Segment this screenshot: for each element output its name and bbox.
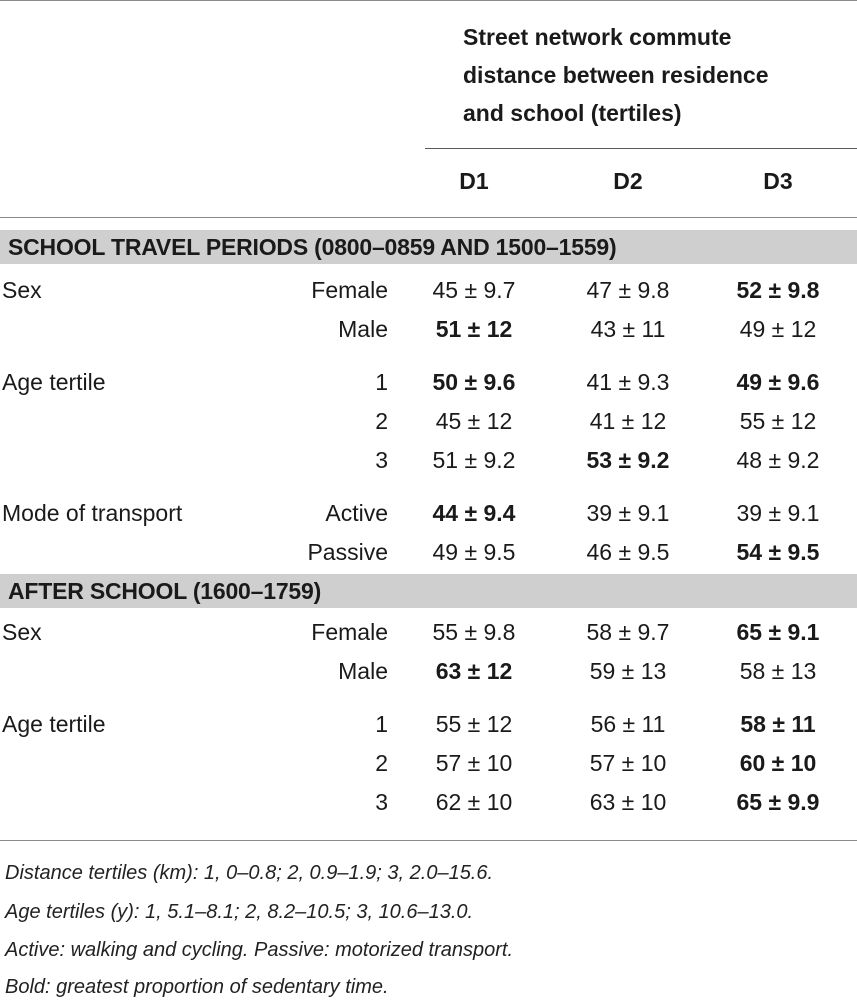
table-cell-bold: 50 ± 9.6 bbox=[432, 369, 516, 395]
column-header-d3: D3 bbox=[763, 168, 793, 194]
table-cell-bold: 63 ± 12 bbox=[435, 658, 513, 684]
row-sub-label: 3 bbox=[375, 789, 388, 815]
column-header-d1: D1 bbox=[459, 168, 489, 194]
table-cell-bold: 44 ± 9.4 bbox=[432, 500, 516, 526]
row-sub-label: Passive bbox=[307, 539, 388, 565]
table-cell: 56 ± 11 bbox=[590, 711, 666, 737]
table-cell: 58 ± 9.7 bbox=[586, 619, 670, 645]
section-header-after-school bbox=[0, 574, 857, 608]
table-cell: 45 ± 9.7 bbox=[432, 277, 516, 303]
table-cell: 62 ± 10 bbox=[435, 789, 513, 815]
table-cell-bold: 49 ± 9.6 bbox=[736, 369, 820, 395]
section-title: SCHOOL TRAVEL PERIODS (0800–0859 AND 1500–1559) bbox=[8, 234, 617, 260]
row-sub-label: 2 bbox=[375, 750, 388, 776]
row-group-label: Mode of transport bbox=[2, 500, 183, 526]
table-cell-bold: 53 ± 9.2 bbox=[586, 447, 670, 473]
table-cell: 55 ± 12 bbox=[739, 408, 817, 434]
row-sub-label: 2 bbox=[375, 408, 388, 434]
table-cell: 49 ± 9.5 bbox=[432, 539, 516, 565]
table-cell-bold: 65 ± 9.1 bbox=[736, 619, 820, 645]
table-cell-bold: 65 ± 9.9 bbox=[736, 789, 820, 815]
row-sub-label: Female bbox=[311, 619, 388, 645]
table-cell-bold: 58 ± 11 bbox=[740, 711, 816, 737]
table-cell: 55 ± 9.8 bbox=[432, 619, 516, 645]
table-cell: 39 ± 9.1 bbox=[736, 500, 820, 526]
table-cell: 59 ± 13 bbox=[589, 658, 667, 684]
row-sub-label: Male bbox=[338, 316, 388, 342]
row-sub-label: 1 bbox=[375, 711, 388, 737]
table-cell: 55 ± 12 bbox=[435, 711, 513, 737]
row-sub-label: Male bbox=[338, 658, 388, 684]
row-group-label: Sex bbox=[2, 619, 42, 645]
row-sub-label: Female bbox=[311, 277, 388, 303]
table-bottom-rule bbox=[0, 840, 857, 841]
row-group-label: Age tertile bbox=[2, 369, 106, 395]
table-cell: 58 ± 13 bbox=[739, 658, 817, 684]
table-cell: 46 ± 9.5 bbox=[586, 539, 670, 565]
footnote: Distance tertiles (km): 1, 0–0.8; 2, 0.9–1.9; 3, 2.0–15.6. bbox=[5, 862, 494, 884]
footnote: Age tertiles (y): 1, 5.1–8.1; 2, 8.2–10.5; 3, 10.6–13.0. bbox=[5, 901, 474, 923]
header-bottom-rule bbox=[0, 217, 857, 218]
table-cell: 48 ± 9.2 bbox=[736, 447, 820, 473]
row-group-label: Sex bbox=[2, 277, 42, 303]
table-cell-bold: 52 ± 9.8 bbox=[736, 277, 820, 303]
table-cell: 45 ± 12 bbox=[435, 408, 513, 434]
column-header-d2: D2 bbox=[613, 168, 643, 194]
row-sub-label: Active bbox=[325, 500, 388, 526]
table-cell: 41 ± 9.3 bbox=[586, 369, 670, 395]
table-cell: 51 ± 9.2 bbox=[432, 447, 516, 473]
table-cell: 57 ± 10 bbox=[589, 750, 667, 776]
table-cell: 63 ± 10 bbox=[589, 789, 667, 815]
row-group-label: Age tertile bbox=[2, 711, 106, 737]
table-cell-bold: 60 ± 10 bbox=[739, 750, 817, 776]
section-title: AFTER SCHOOL (1600–1759) bbox=[8, 578, 322, 604]
header-underline bbox=[425, 148, 857, 149]
header-line-2: distance between residence bbox=[463, 62, 769, 88]
table-cell: 57 ± 10 bbox=[435, 750, 513, 776]
table-cell: 43 ± 11 bbox=[590, 316, 666, 342]
footnote: Bold: greatest proportion of sedentary time. bbox=[5, 976, 389, 998]
row-sub-label: 1 bbox=[375, 369, 388, 395]
section-header-school-travel bbox=[0, 230, 857, 264]
table-cell: 39 ± 9.1 bbox=[586, 500, 670, 526]
table-cell-bold: 54 ± 9.5 bbox=[736, 539, 820, 565]
table-top-rule bbox=[0, 0, 857, 1]
column-group-header bbox=[463, 18, 843, 132]
row-sub-label: 3 bbox=[375, 447, 388, 473]
table-cell: 49 ± 12 bbox=[739, 316, 817, 342]
table-cell-bold: 51 ± 12 bbox=[435, 316, 513, 342]
table-cell: 47 ± 9.8 bbox=[586, 277, 670, 303]
header-line-3: and school (tertiles) bbox=[463, 100, 682, 126]
table-cell: 41 ± 12 bbox=[589, 408, 667, 434]
footnote: Active: walking and cycling. Passive: motorized transport. bbox=[5, 939, 513, 961]
header-line-1: Street network commute bbox=[463, 24, 732, 50]
